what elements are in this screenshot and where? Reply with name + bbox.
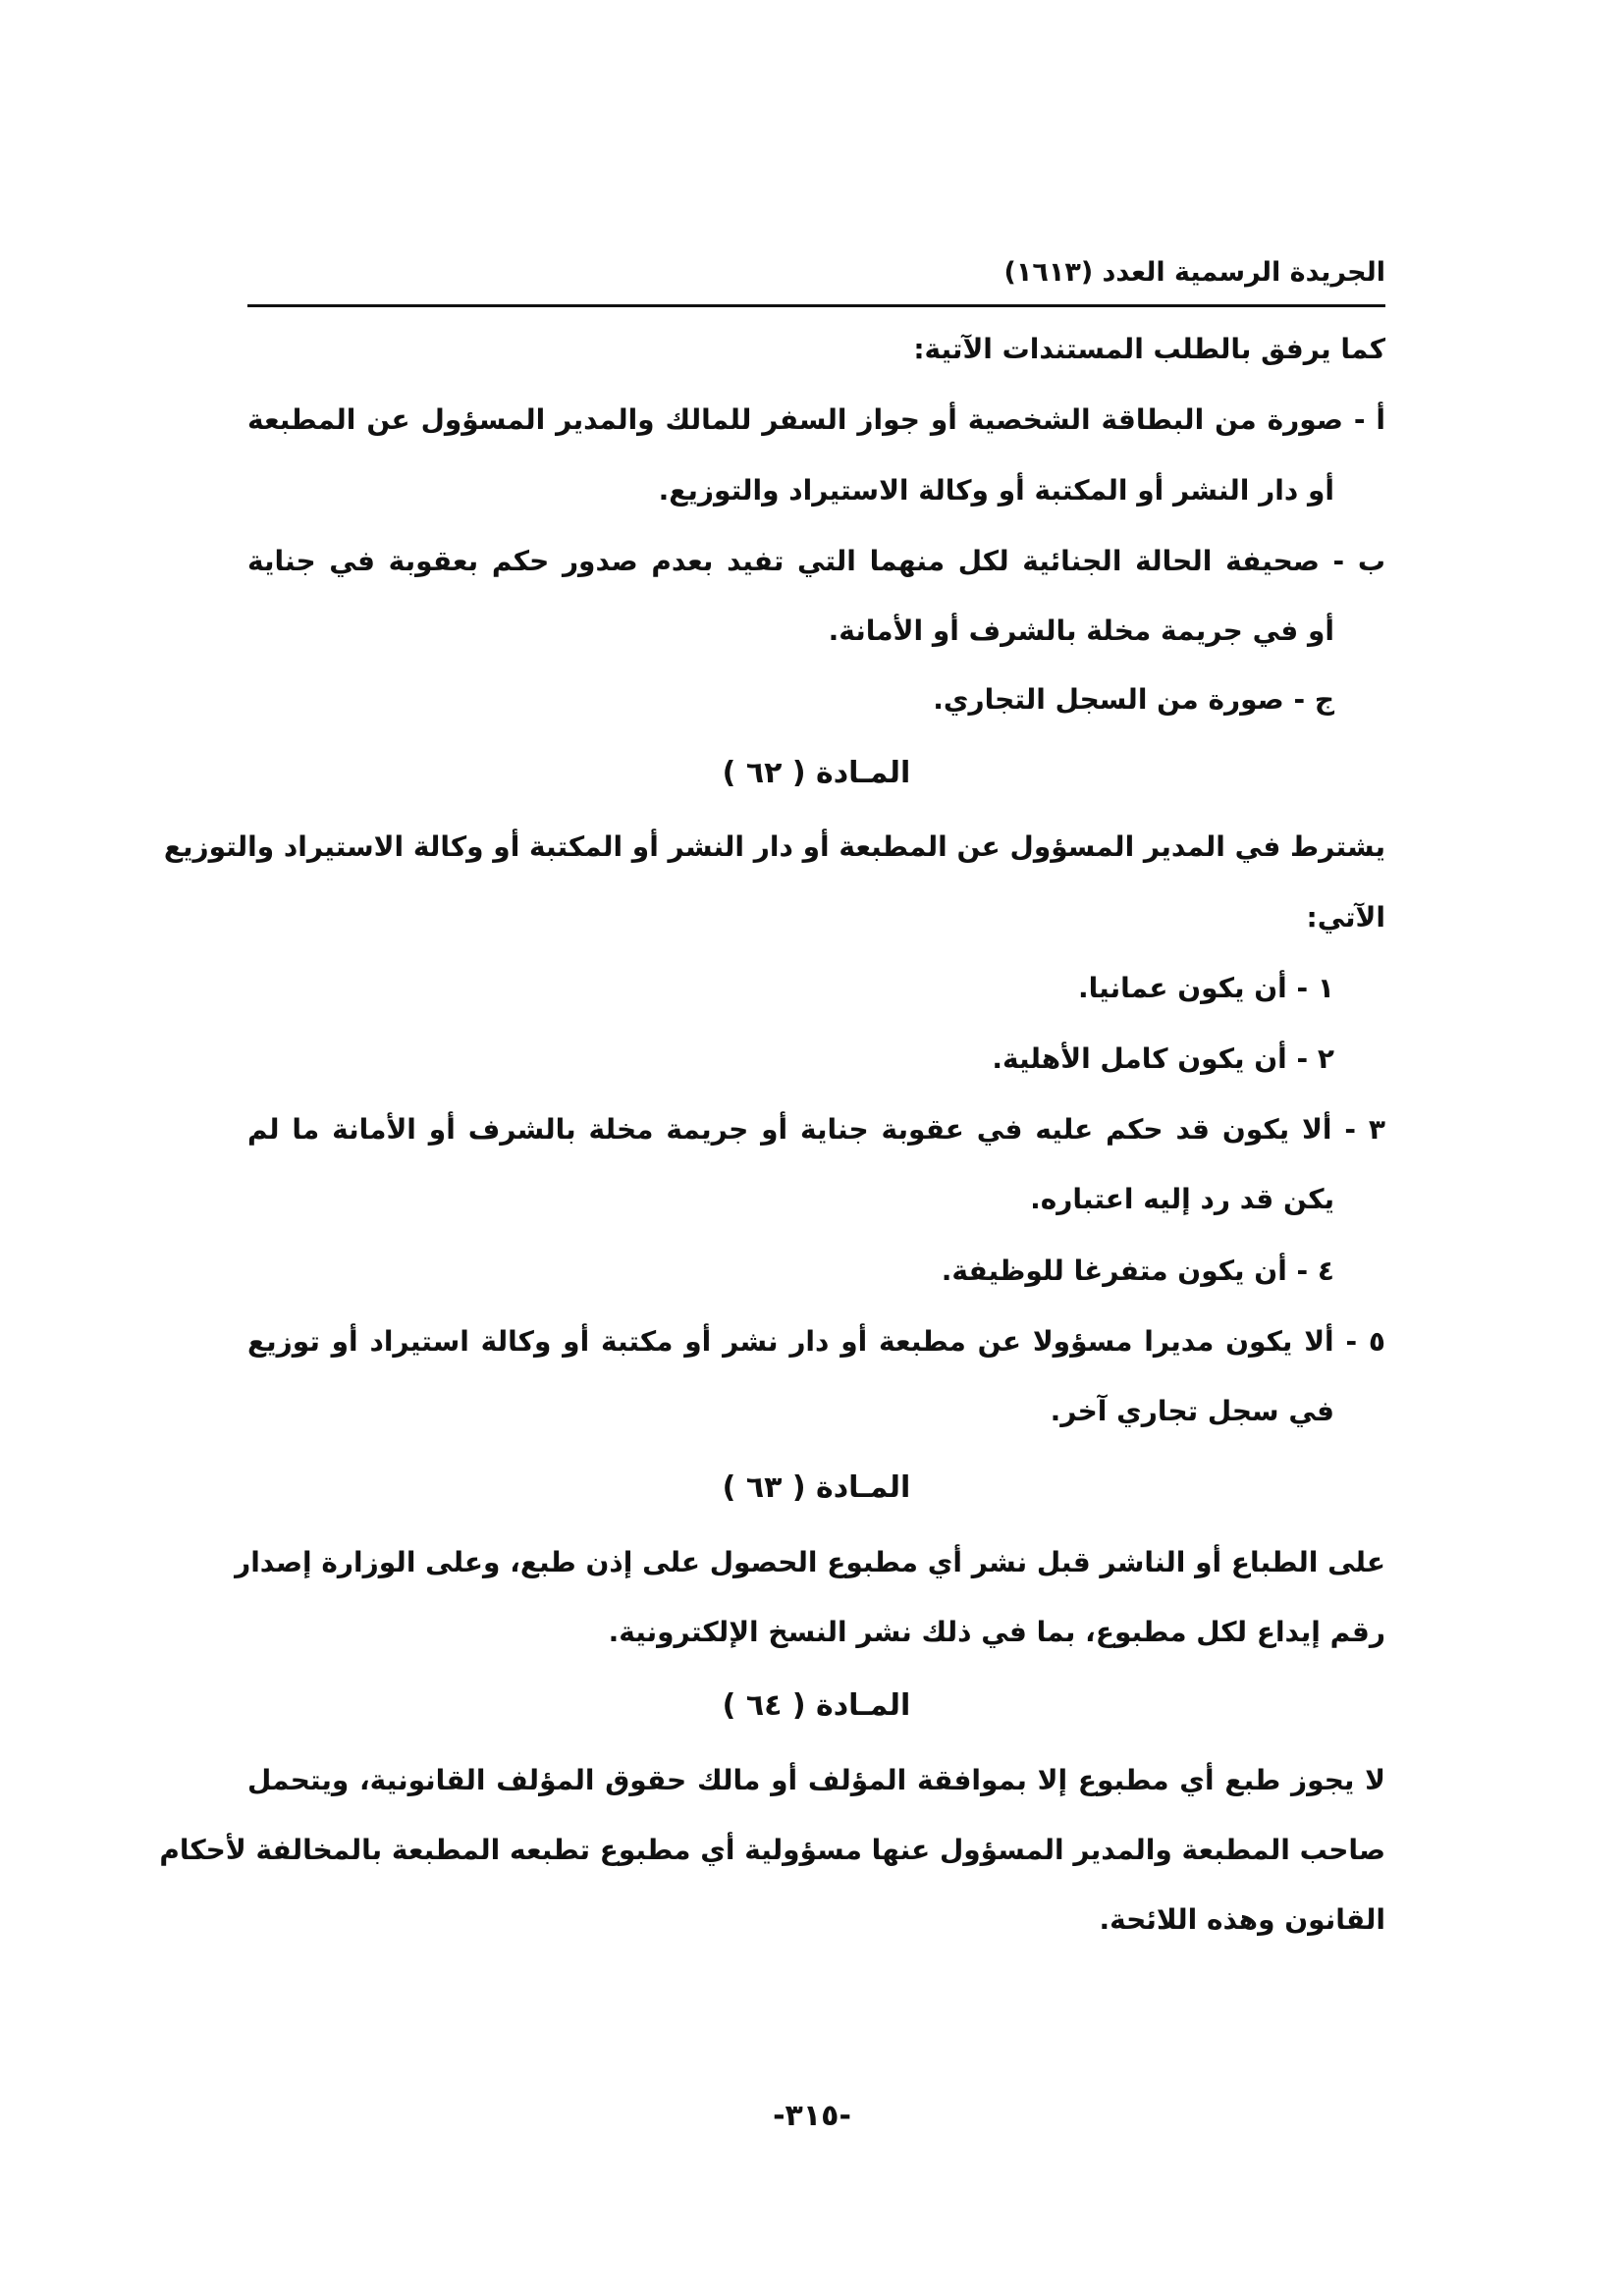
documents-intro: كما يرفق بالطلب المستندات الآتية:	[913, 333, 1385, 365]
article-64-line-3: القانون وهذه اللائحة.	[1099, 1903, 1385, 1936]
document-item-c: ج - صورة من السجل التجاري.	[933, 683, 1334, 716]
article-62-condition-3-line-2: يكن قد رد إليه اعتباره.	[1030, 1183, 1334, 1215]
page-number: -٣١٥-	[773, 2099, 851, 2133]
document-item-b-line-1: ب - صحيفة الحالة الجنائية لكل منهما التي تفيد بعدم صدور حكم بعقوبة في جناية	[247, 545, 1385, 577]
article-62-condition-1: ١ - أن يكون عمانيا.	[1078, 972, 1334, 1004]
article-62-condition-4: ٤ - أن يكون متفرغا للوظيفة.	[941, 1255, 1334, 1287]
page-body	[159, 0, 1385, 2296]
document-item-b-line-2: أو في جريمة مخلة بالشرف أو الأمانة.	[828, 614, 1334, 647]
article-62-intro-line-2: الآتي:	[1306, 901, 1385, 934]
article-62-condition-5-line-2: في سجل تجاري آخر.	[1050, 1395, 1334, 1427]
document-item-a-line-1: أ - صورة من البطاقة الشخصية أو جواز السفر للمالك والمدير المسؤول عن المطبعة	[247, 403, 1385, 436]
article-62-condition-2: ٢ - أن يكون كامل الأهلية.	[992, 1042, 1334, 1075]
article-63-line-1: على الطباع أو الناشر قبل نشر أي مطبوع الحصول على إذن طبع، وعلى الوزارة إصدار	[235, 1546, 1385, 1578]
article-62-intro-line-1: يشترط في المدير المسؤول عن المطبعة أو دار النشر أو المكتبة أو وكالة الاستيراد والتوزيع	[163, 830, 1385, 863]
document-item-a-line-2: أو دار النشر أو المكتبة أو وكالة الاستيراد والتوزيع.	[658, 474, 1334, 507]
article-64-line-1: لا يجوز طبع أي مطبوع إلا بموافقة المؤلف أو مالك حقوق المؤلف القانونية، ويتحمل	[247, 1764, 1385, 1796]
running-header-title: الجريدة الرسمية العدد (١٦١٣)	[1003, 257, 1385, 288]
article-64-line-2: صاحب المطبعة والمدير المسؤول عنها مسؤولية أي مطبوع تطبعه المطبعة بالمخالفة لأحكام	[159, 1834, 1385, 1866]
article-63-heading: المـادة ( ٦٣ )	[722, 1470, 911, 1505]
article-64-heading: المـادة ( ٦٤ )	[722, 1688, 911, 1723]
article-62-heading: المـادة ( ٦٢ )	[722, 756, 911, 790]
article-63-line-2: رقم إيداع لكل مطبوع، بما في ذلك نشر النسخ الإلكترونية.	[608, 1616, 1385, 1648]
article-62-condition-3-line-1: ٣ - ألا يكون قد حكم عليه في عقوبة جناية أو جريمة مخلة بالشرف أو الأمانة ما لم	[247, 1113, 1385, 1146]
article-62-condition-5-line-1: ٥ - ألا يكون مديرا مسؤولا عن مطبعة أو دار نشر أو مكتبة أو وكالة استيراد أو توزيع	[247, 1325, 1385, 1358]
